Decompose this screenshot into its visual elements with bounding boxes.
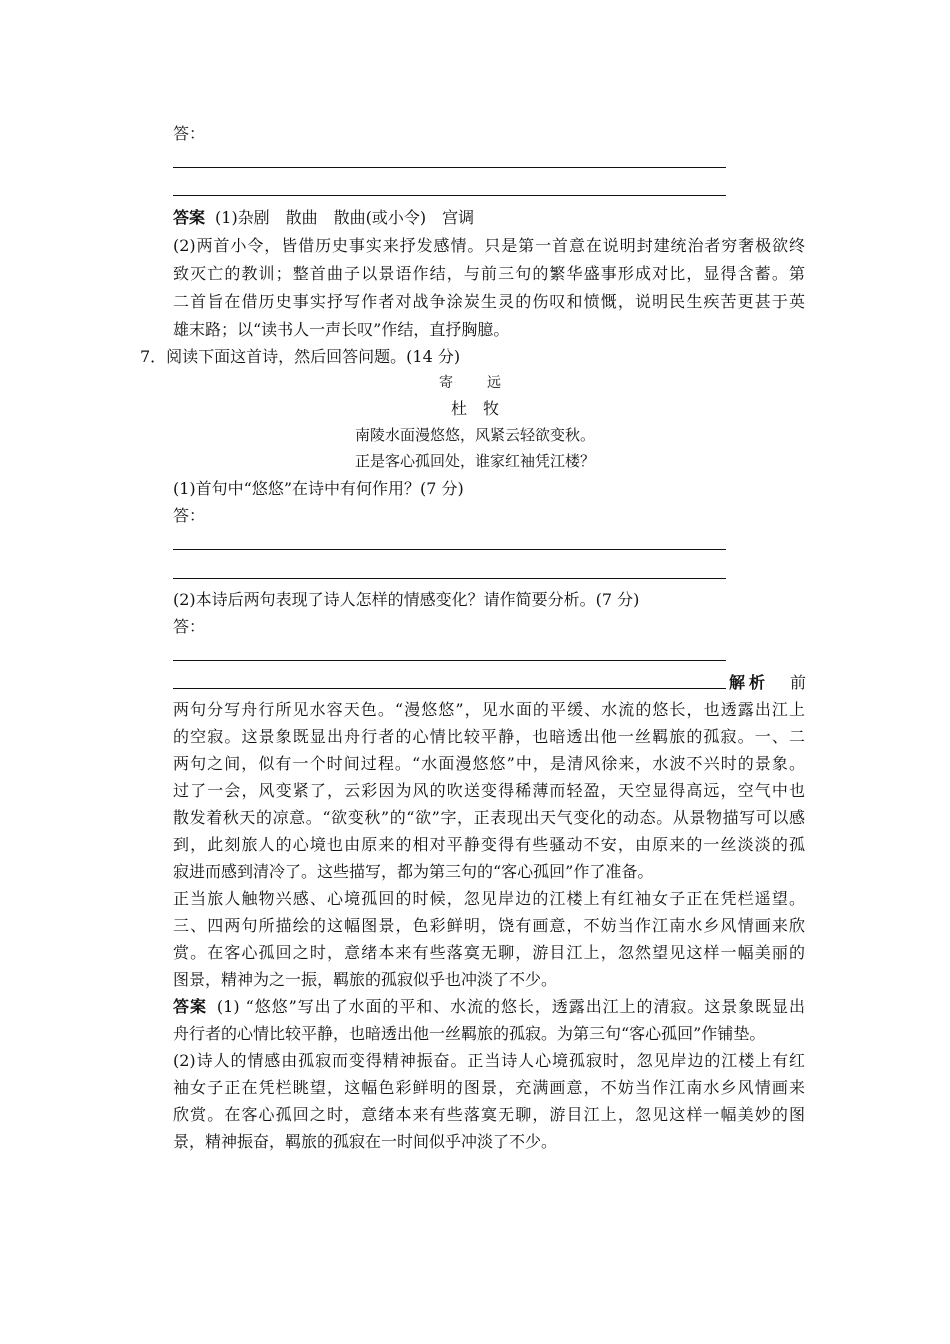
q6-answer-blank-line-2 bbox=[173, 195, 726, 196]
q6-answer-prompt: 答： bbox=[173, 124, 206, 143]
analysis-line-10: 赏。在客心孤回之时，意绪本来有些落寞无聊，游目江上，忽然望见这样一幅美丽的 bbox=[173, 943, 805, 962]
analysis-line-5: 散发着秋天的凉意。“欲变秋”的“欲”字，正表现出天气变化的动态。从景物描写可以感 bbox=[173, 808, 805, 827]
q7-answer-label: 答案 bbox=[173, 997, 207, 1016]
q7-answer-line-1 bbox=[173, 999, 805, 1015]
analysis-line-3: 两句之间，似有一个时间过程。“水面漫悠悠”中，是清风徐来，水波不兴时的景象。 bbox=[173, 754, 805, 773]
analysis-line-8: 正当旅人触物兴感、心境孤回的时候，忽见岸边的江楼上有红袖女子正在凭栏遥望。 bbox=[173, 889, 805, 908]
q7-sub2-blank-line-1 bbox=[173, 660, 726, 661]
q6-answer-blank-line-1 bbox=[173, 167, 726, 168]
q7-sub1-prompt: 答： bbox=[173, 506, 206, 525]
q7-sub1-blank-line-1 bbox=[173, 549, 726, 550]
q6-answer-p2-line-2: 致灭亡的教训；整首曲子以景语作结，与前三句的繁华盛事形成对比，显得含蓄。第 bbox=[173, 264, 805, 283]
q7-answer-line-6: 景，精神振奋，羁旅的孤寂在一时间似乎冲淡了不少。 bbox=[173, 1132, 558, 1151]
q6-answer-text-1: (1)杂剧 散曲 散曲(或小令) 宫调 bbox=[215, 208, 475, 227]
q7-sub2-prompt: 答： bbox=[173, 617, 206, 636]
q7-answer-line-5: 欣赏。在客心孤回之时，意绪本来有些落寞无聊，游目江上，忽见这样一幅美妙的图 bbox=[173, 1105, 805, 1124]
analysis-line-11: 图景，精神为之一振，羁旅的孤寂似乎也冲淡了不少。 bbox=[173, 970, 558, 989]
analysis-line-6: 到，此刻旅人的心境也由原来的相对平静变得有些骚动不安，由原来的一丝淡淡的孤 bbox=[173, 835, 805, 854]
poem-author: 杜 牧 bbox=[450, 399, 499, 418]
q7-answer-line-3: (2)诗人的情感由孤寂而变得精神振奋。正当诗人心境孤寂时，忽见岸边的江楼上有红 bbox=[173, 1051, 805, 1070]
q7-answer-line-4: 袖女子正在凭栏眺望，这幅色彩鲜明的图景，充满画意，不妨当作江南水乡风情画来 bbox=[173, 1078, 805, 1097]
q7-sub1-blank-line-2 bbox=[173, 578, 726, 579]
analysis-first-char: 前 bbox=[790, 673, 807, 692]
analysis-line-9: 三、四两句所描绘的这幅图景，色彩鲜明，饶有画意，不妨当作江南水乡风情画来欣 bbox=[173, 916, 805, 935]
q7-answer-text-1: (1) “悠悠”写出了水面的平和、水流的悠长，透露出江上的清寂。这景象既显出 bbox=[216, 997, 805, 1016]
q7-sub1: (1)首句中“悠悠”在诗中有何作用？(7 分) bbox=[173, 479, 464, 498]
q6-answer-label: 答案 bbox=[173, 208, 206, 227]
q7-sub2-blank-line-2 bbox=[173, 688, 726, 689]
analysis-line-7: 寂进而感到清冷了。这些描写，都为第三句的“客心孤回”作了准备。 bbox=[173, 862, 654, 881]
q6-answer-line-1 bbox=[173, 210, 474, 226]
q7-stem: 7．阅读下面这首诗，然后回答问题。(14 分) bbox=[140, 347, 461, 366]
q7-sub2: (2)本诗后两句表现了诗人怎样的情感变化？请作简要分析。(7 分) bbox=[173, 590, 640, 609]
poem-line-2: 正是客心孤回处，谁家红袖凭江楼？ bbox=[354, 452, 595, 470]
q6-answer-p2-line-1: (2)两首小令，皆借历史事实来抒发感情。只是第一首意在说明封建统治者穷奢极欲终 bbox=[173, 236, 805, 255]
poem-line-1: 南陵水面漫悠悠，风紧云轻欲变秋。 bbox=[354, 426, 595, 444]
q6-answer-p2-line-3: 二首旨在借历史事实抒写作者对战争涂炭生灵的伤叹和愤慨，说明民生疾苦更甚于英 bbox=[173, 292, 805, 311]
analysis-line-4: 过了一会，风变紧了，云彩因为风的吹送变得稀薄而轻盈，天空显得高远，空气中也 bbox=[173, 781, 805, 800]
analysis-line-2: 的空寂。这景象既显出舟行者的心情比较平静，也暗透出他一丝羁旅的孤寂。一、二 bbox=[173, 727, 805, 746]
q7-answer-line-2: 舟行者的心情比较平静，也暗透出他一丝羁旅的孤寂。为第三句“客心孤回”作铺垫。 bbox=[173, 1024, 766, 1043]
poem-title: 寄 远 bbox=[439, 375, 511, 391]
analysis-label: 解析 bbox=[729, 673, 770, 692]
analysis-line-1: 两句分写舟行所见水容天色。“漫悠悠”，见水面的平缓、水流的悠长，也透露出江上 bbox=[173, 700, 805, 719]
q6-answer-p2-line-4: 雄末路；以“读书人一声长叹”作结，直抒胸臆。 bbox=[173, 320, 510, 339]
